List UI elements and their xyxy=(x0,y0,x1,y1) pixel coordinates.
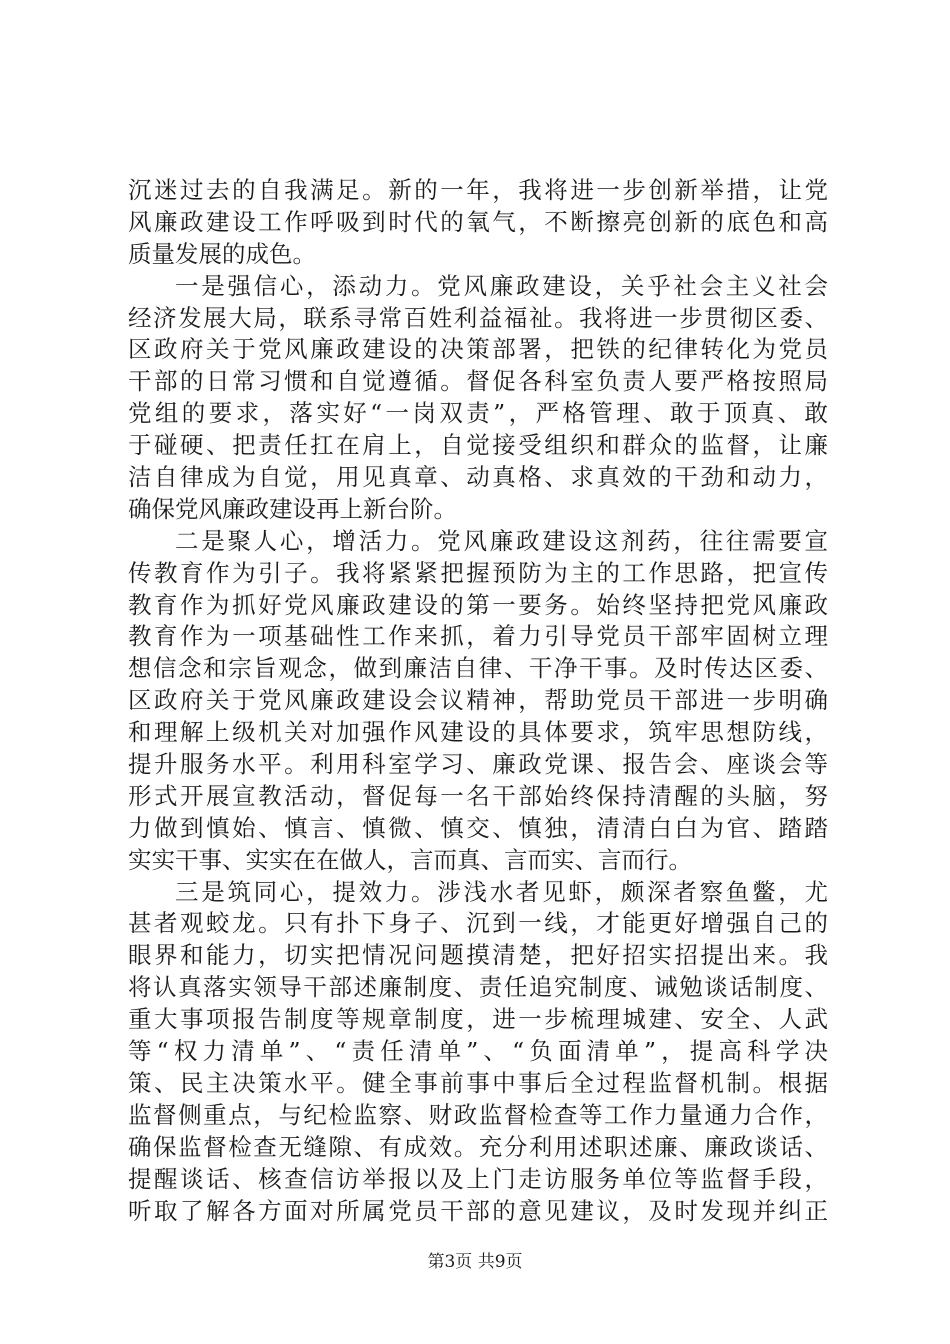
paragraph-line: 党组的要求，落实好“一岗双责”，严格管理、敢于顶真、敢 xyxy=(128,399,828,428)
paragraph-line: 质量发展的成色。 xyxy=(128,239,316,268)
paragraph-line: 于碰硬、把责任扛在肩上，自觉接受组织和群众的监督，让廉 xyxy=(128,431,828,460)
paragraph-first-line: 一是强信心，添动力。党风廉政建设，关乎社会主义社会 xyxy=(175,271,828,300)
paragraph-line: 风廉政建设工作呼吸到时代的氧气，不断擦亮创新的底色和高 xyxy=(128,207,828,236)
paragraph-line: 教育作为抓好党风廉政建设的第一要务。始终坚持把党风廉政 xyxy=(128,590,828,619)
paragraph-line: 教育作为一项基础性工作来抓，着力引导党员干部牢固树立理 xyxy=(128,622,828,651)
paragraph-line: 力做到慎始、慎言、慎微、慎交、慎独，清清白白为官、踏踏 xyxy=(128,813,828,842)
paragraph-line: 将认真落实领导干部述廉制度、责任追究制度、诫勉谈话制度、 xyxy=(128,973,828,1002)
paragraph-line: 洁自律成为自觉，用见真章、动真格、求真效的干劲和动力， xyxy=(128,463,828,492)
paragraph-line: 沉迷过去的自我满足。新的一年，我将进一步创新举措，让党 xyxy=(128,176,828,204)
paragraph-line: 区政府关于党风廉政建设的决策部署，把铁的纪律转化为党员 xyxy=(128,335,828,364)
paragraph-line: 监督侧重点，与纪检监察、财政监督检查等工作力量通力合作， xyxy=(128,1100,828,1129)
paragraph-line: 区政府关于党风廉政建设会议精神，帮助党员干部进一步明确 xyxy=(128,686,828,715)
paragraph-first-line: 二是聚人心，增活力。党风廉政建设这剂药，往往需要宣 xyxy=(175,526,828,555)
paragraph-line: 形式开展宣教活动，督促每一名干部始终保持清醒的头脑，努 xyxy=(128,781,828,810)
paragraph-line: 策、民主决策水平。健全事前事中事后全过程监督机制。根据 xyxy=(128,1068,828,1097)
paragraph-line: 甚者观蛟龙。只有扑下身子、沉到一线，才能更好增强自己的 xyxy=(128,909,828,938)
paragraph-line: 提醒谈话、核查信访举报以及上门走访服务单位等监督手段， xyxy=(128,1164,828,1193)
paragraph-line: 重大事项报告制度等规章制度，进一步梳理城建、安全、人武 xyxy=(128,1005,828,1034)
paragraph-line: 确保党风廉政建设再上新台阶。 xyxy=(128,494,457,523)
page-number-footer: 第3页 共9页 xyxy=(427,1252,523,1272)
paragraph-line: 确保监督检查无缝隙、有成效。充分利用述职述廉、廉政谈话、 xyxy=(128,1132,828,1161)
paragraph-line: 经济发展大局，联系寻常百姓利益福祉。我将进一步贯彻区委、 xyxy=(128,303,828,332)
paragraph-line: 实实干事、实实在在做人，言而真、言而实、言而行。 xyxy=(128,845,692,874)
document-body xyxy=(128,175,828,1227)
paragraph-line: 等“权力清单”、“责任清单”、“负面清单”，提高科学决 xyxy=(128,1037,828,1066)
paragraph-line: 听取了解各方面对所属党员干部的意见建议，及时发现并纠正 xyxy=(128,1196,828,1225)
paragraph-line: 想信念和宗旨观念，做到廉洁自律、干净干事。及时传达区委、 xyxy=(128,654,828,683)
paragraph-line: 传教育作为引子。我将紧紧把握预防为主的工作思路，把宣传 xyxy=(128,558,828,587)
paragraph-line: 干部的日常习惯和自觉遵循。督促各科室负责人要严格按照局 xyxy=(128,367,828,396)
paragraph-line: 提升服务水平。利用科室学习、廉政党课、报告会、座谈会等 xyxy=(128,750,828,779)
paragraph-first-line: 三是筑同心，提效力。涉浅水者见虾，颇深者察鱼鳖，尤 xyxy=(175,877,828,906)
paragraph-line: 眼界和能力，切实把情况问题摸清楚，把好招实招提出来。我 xyxy=(128,941,828,970)
paragraph-line: 和理解上级机关对加强作风建设的具体要求，筑牢思想防线， xyxy=(128,718,828,747)
